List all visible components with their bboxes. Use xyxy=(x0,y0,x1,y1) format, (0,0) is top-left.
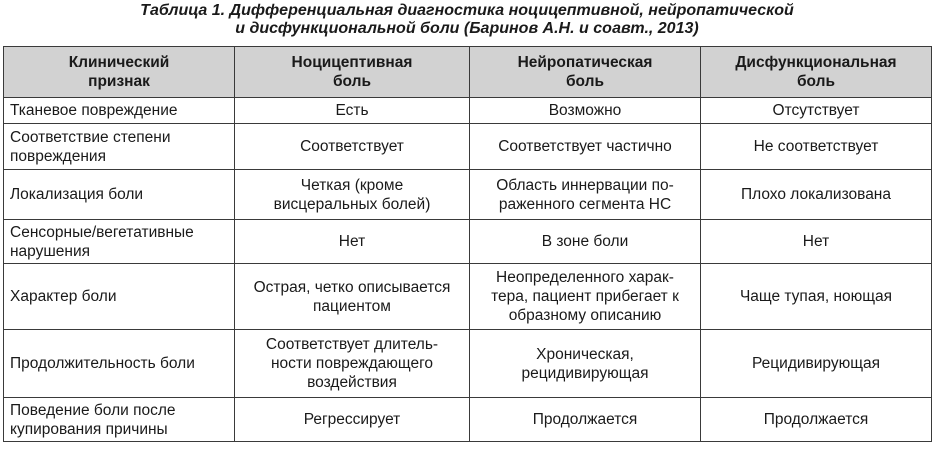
row-sign: Тканевое повреждение xyxy=(4,98,235,124)
table-row xyxy=(4,398,932,442)
row-sign: Соответствие степени повреждения xyxy=(4,124,235,170)
table-row xyxy=(4,330,932,398)
cell-dysfunctional: Продолжается xyxy=(701,398,932,442)
header-neuropathic: Нейропатическая боль xyxy=(470,47,701,98)
cell-dysfunctional: Плохо локализована xyxy=(701,170,932,220)
header-nociceptive: Ноцицептивная боль xyxy=(235,47,470,98)
cell-nociceptive: Нет xyxy=(235,220,470,264)
row-sign: Локализация боли xyxy=(4,170,235,220)
cell-dysfunctional: Рецидивирующая xyxy=(701,330,932,398)
cell-neuropathic: Неопределенного харак-тера, пациент прибегает к образному описанию xyxy=(470,264,701,330)
table-row xyxy=(4,264,932,330)
cell-nociceptive: Регрессирует xyxy=(235,398,470,442)
cell-neuropathic: Продолжается xyxy=(470,398,701,442)
cell-nociceptive: Соответствует xyxy=(235,124,470,170)
header-clinical-sign: Клинический признак xyxy=(4,47,235,98)
header-dysfunctional: Дисфункциональная боль xyxy=(701,47,932,98)
cell-dysfunctional: Нет xyxy=(701,220,932,264)
cell-neuropathic: Соответствует частично xyxy=(470,124,701,170)
table-caption xyxy=(0,0,934,38)
cell-neuropathic: Возможно xyxy=(470,98,701,124)
table-row xyxy=(4,98,932,124)
cell-nociceptive: Острая, четко описывается пациентом xyxy=(235,264,470,330)
table-row xyxy=(4,220,932,264)
cell-nociceptive: Есть xyxy=(235,98,470,124)
row-sign: Продолжительность боли xyxy=(4,330,235,398)
header-row xyxy=(4,47,932,98)
row-sign: Сенсорные/вегетативные нарушения xyxy=(4,220,235,264)
caption-line-2: и дисфункциональной боли (Баринов А.Н. и соавт., 2013) xyxy=(235,20,699,37)
cell-dysfunctional: Отсутствует xyxy=(701,98,932,124)
row-sign: Поведение боли после купирования причины xyxy=(4,398,235,442)
cell-neuropathic: В зоне боли xyxy=(470,220,701,264)
pain-diagnosis-table xyxy=(3,46,932,442)
cell-neuropathic: Хроническая, рецидивирующая xyxy=(470,330,701,398)
table-row xyxy=(4,170,932,220)
table-row xyxy=(4,124,932,170)
cell-neuropathic: Область иннервации по-раженного сегмента НС xyxy=(470,170,701,220)
cell-dysfunctional: Чаще тупая, ноющая xyxy=(701,264,932,330)
row-sign: Характер боли xyxy=(4,264,235,330)
cell-nociceptive: Четкая (кроме висцеральных болей) xyxy=(235,170,470,220)
cell-nociceptive: Соответствует длитель-ности повреждающего воздействия xyxy=(235,330,470,398)
caption-line-1: Таблица 1. Дифференциальная диагностика ноцицептивной, нейропатической xyxy=(140,2,794,19)
cell-dysfunctional: Не соответствует xyxy=(701,124,932,170)
